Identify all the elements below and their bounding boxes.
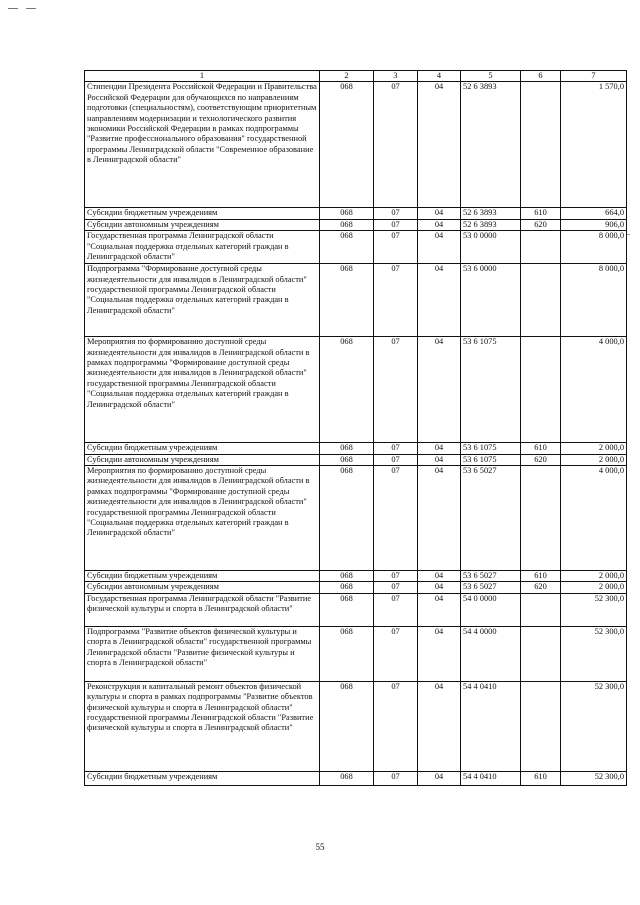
amount-cell: 2 000,0 (561, 443, 627, 454)
code-ministry-cell: 068 (320, 443, 374, 454)
section-cell: 07 (374, 454, 418, 465)
subsection-cell: 04 (418, 219, 461, 230)
scan-artifact-mark (26, 8, 36, 9)
page-number: 55 (315, 842, 325, 852)
target-article-cell: 54 4 0000 (461, 626, 521, 681)
header-cell: 1 (85, 71, 320, 82)
expense-type-cell (521, 593, 561, 626)
section-cell: 07 (374, 681, 418, 771)
scan-artifact-mark (8, 8, 18, 9)
target-article-cell: 52 6 3893 (461, 208, 521, 219)
expense-type-cell: 610 (521, 571, 561, 582)
subsection-cell: 04 (418, 466, 461, 571)
table-row (85, 208, 627, 219)
subsection-cell: 04 (418, 443, 461, 454)
table-row (85, 466, 627, 571)
table-row (85, 681, 627, 771)
header-cell: 6 (521, 71, 561, 82)
row-name-cell: Субсидии бюджетным учреждениям (85, 208, 320, 219)
table-row (85, 443, 627, 454)
amount-cell: 906,0 (561, 219, 627, 230)
section-cell: 07 (374, 264, 418, 337)
expense-type-cell: 610 (521, 443, 561, 454)
section-cell: 07 (374, 208, 418, 219)
header-cell: 5 (461, 71, 521, 82)
code-ministry-cell: 068 (320, 337, 374, 443)
subsection-cell: 04 (418, 571, 461, 582)
expense-type-cell: 610 (521, 208, 561, 219)
subsection-cell: 04 (418, 454, 461, 465)
code-ministry-cell: 068 (320, 82, 374, 208)
amount-cell: 52 300,0 (561, 771, 627, 785)
code-ministry-cell: 068 (320, 219, 374, 230)
amount-cell: 8 000,0 (561, 231, 627, 264)
subsection-cell: 04 (418, 626, 461, 681)
section-cell: 07 (374, 626, 418, 681)
subsection-cell: 04 (418, 593, 461, 626)
section-cell: 07 (374, 231, 418, 264)
section-cell: 07 (374, 466, 418, 571)
target-article-cell: 52 6 3893 (461, 82, 521, 208)
expense-type-cell (521, 626, 561, 681)
target-article-cell: 53 6 1075 (461, 337, 521, 443)
amount-cell: 52 300,0 (561, 593, 627, 626)
table-row (85, 771, 627, 785)
expense-type-cell (521, 82, 561, 208)
section-cell: 07 (374, 593, 418, 626)
subsection-cell: 04 (418, 264, 461, 337)
row-name-cell: Государственная программа Ленинградской области "Развитие физической культуры и спорта в Ленинградской области" (85, 593, 320, 626)
row-name-cell: Субсидии автономным учреждениям (85, 454, 320, 465)
header-cell: 3 (374, 71, 418, 82)
expense-type-cell (521, 466, 561, 571)
amount-cell: 2 000,0 (561, 571, 627, 582)
code-ministry-cell: 068 (320, 454, 374, 465)
row-name-cell: Субсидии бюджетным учреждениям (85, 771, 320, 785)
code-ministry-cell: 068 (320, 626, 374, 681)
table-row (85, 337, 627, 443)
table-header-row (85, 71, 627, 82)
expense-type-cell: 620 (521, 219, 561, 230)
amount-cell: 2 000,0 (561, 454, 627, 465)
expense-type-cell (521, 264, 561, 337)
table-row (85, 231, 627, 264)
section-cell: 07 (374, 443, 418, 454)
header-cell: 2 (320, 71, 374, 82)
row-name-cell: Мероприятия по формированию доступной среды жизнедеятельности для инвалидов в Ленинградской области в рамках подпрограммы "Формирование доступной среды жизнедеятельности для инвалидов в Ленинградской области" государственной программы Ленинградской области "Социальная поддержка отдельных категорий граждан в Ленинградской области" (85, 466, 320, 571)
expense-type-cell: 620 (521, 454, 561, 465)
amount-cell: 664,0 (561, 208, 627, 219)
code-ministry-cell: 068 (320, 593, 374, 626)
table-row (85, 626, 627, 681)
header-cell: 7 (561, 71, 627, 82)
target-article-cell: 54 4 0410 (461, 771, 521, 785)
target-article-cell: 53 6 1075 (461, 443, 521, 454)
target-article-cell: 53 6 0000 (461, 264, 521, 337)
target-article-cell: 54 4 0410 (461, 681, 521, 771)
section-cell: 07 (374, 582, 418, 593)
code-ministry-cell: 068 (320, 466, 374, 571)
section-cell: 07 (374, 219, 418, 230)
code-ministry-cell: 068 (320, 771, 374, 785)
subsection-cell: 04 (418, 82, 461, 208)
target-article-cell: 53 0 0000 (461, 231, 521, 264)
target-article-cell: 53 6 5027 (461, 466, 521, 571)
row-name-cell: Реконструкция и капитальный ремонт объектов физической культуры и спорта в рамках подпрограммы "Развитие объектов физической культуры и спорта в Ленинградской области" государственной программы Ленинградской области "Развитие физической культуры и спорта в Ленинградской области" (85, 681, 320, 771)
expense-type-cell (521, 337, 561, 443)
table-row (85, 264, 627, 337)
target-article-cell: 54 0 0000 (461, 593, 521, 626)
row-name-cell: Стипендии Президента Российской Федерации и Правительства Российской Федерации для обучающихся по направлениям подготовки (специальностям), соответствующим приоритетным направлениям модернизации и технологического развития экономики Российской Федерации в рамках подпрограммы "Развитие профессионального образования" государственной программы Ленинградской области "Современное образование в Ленинградской области" (85, 82, 320, 208)
header-cell: 4 (418, 71, 461, 82)
table-row (85, 219, 627, 230)
table-row (85, 82, 627, 208)
table-row (85, 454, 627, 465)
table-row (85, 571, 627, 582)
code-ministry-cell: 068 (320, 582, 374, 593)
row-name-cell: Субсидии автономным учреждениям (85, 219, 320, 230)
target-article-cell: 53 6 5027 (461, 571, 521, 582)
expense-type-cell (521, 231, 561, 264)
section-cell: 07 (374, 771, 418, 785)
expense-type-cell: 620 (521, 582, 561, 593)
row-name-cell: Подпрограмма "Развитие объектов физической культуры и спорта в Ленинградской области" государственной программы Ленинградской области "Развитие физической культуры и спорта в Ленинградской области" (85, 626, 320, 681)
expense-type-cell: 610 (521, 771, 561, 785)
section-cell: 07 (374, 82, 418, 208)
code-ministry-cell: 068 (320, 681, 374, 771)
row-name-cell: Подпрограмма "Формирование доступной среды жизнедеятельности для инвалидов в Ленинградской области" государственной программы Ленинградской области "Социальная поддержка отдельных категорий граждан в Ленинградской области" (85, 264, 320, 337)
row-name-cell: Субсидии бюджетным учреждениям (85, 443, 320, 454)
row-name-cell: Субсидии автономным учреждениям (85, 582, 320, 593)
row-name-cell: Государственная программа Ленинградской области "Социальная поддержка отдельных категорий граждан в Ленинградской области" (85, 231, 320, 264)
budget-table (84, 70, 627, 786)
code-ministry-cell: 068 (320, 571, 374, 582)
target-article-cell: 53 6 1075 (461, 454, 521, 465)
subsection-cell: 04 (418, 208, 461, 219)
target-article-cell: 52 6 3893 (461, 219, 521, 230)
row-name-cell: Мероприятия по формированию доступной среды жизнедеятельности для инвалидов в Ленинградской области в рамках подпрограммы "Формирование доступной среды жизнедеятельности для инвалидов в Ленинградской области" государственной программы Ленинградской области "Социальная поддержка отдельных категорий граждан в Ленинградской области" (85, 337, 320, 443)
subsection-cell: 04 (418, 681, 461, 771)
subsection-cell: 04 (418, 231, 461, 264)
subsection-cell: 04 (418, 337, 461, 443)
table-row (85, 582, 627, 593)
section-cell: 07 (374, 337, 418, 443)
amount-cell: 8 000,0 (561, 264, 627, 337)
expense-type-cell (521, 681, 561, 771)
amount-cell: 52 300,0 (561, 626, 627, 681)
subsection-cell: 04 (418, 582, 461, 593)
amount-cell: 4 000,0 (561, 337, 627, 443)
amount-cell: 1 570,0 (561, 82, 627, 208)
code-ministry-cell: 068 (320, 264, 374, 337)
table-row (85, 593, 627, 626)
amount-cell: 4 000,0 (561, 466, 627, 571)
amount-cell: 2 000,0 (561, 582, 627, 593)
target-article-cell: 53 6 5027 (461, 582, 521, 593)
row-name-cell: Субсидии бюджетным учреждениям (85, 571, 320, 582)
code-ministry-cell: 068 (320, 208, 374, 219)
subsection-cell: 04 (418, 771, 461, 785)
amount-cell: 52 300,0 (561, 681, 627, 771)
code-ministry-cell: 068 (320, 231, 374, 264)
section-cell: 07 (374, 571, 418, 582)
